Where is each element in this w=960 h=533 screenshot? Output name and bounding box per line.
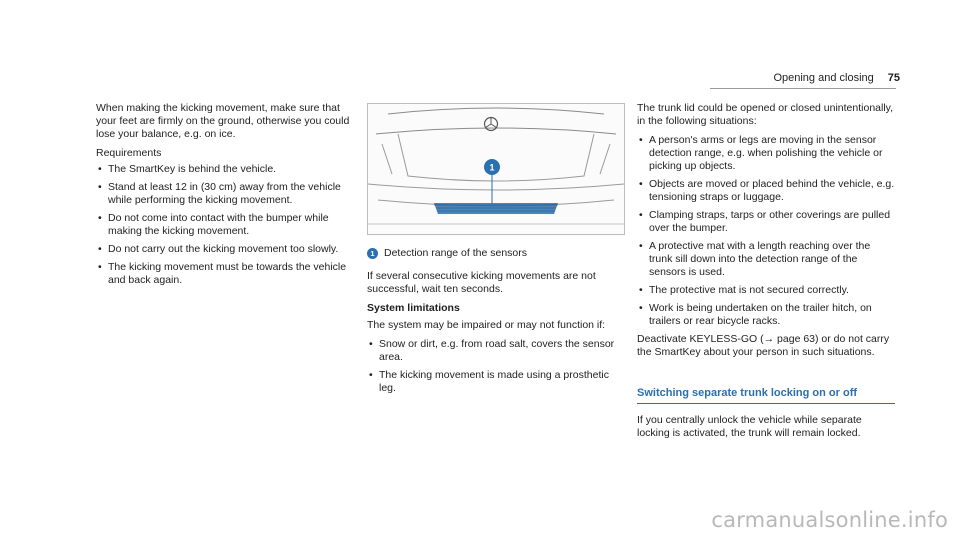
limitations-list	[367, 338, 625, 395]
list-item: • The SmartKey is behind the vehicle.	[96, 163, 354, 176]
column-left	[96, 102, 354, 292]
list-item: • Stand at least 12 in (30 cm) away from the vehicle while performing the kicking movement.	[96, 181, 354, 207]
column-middle	[367, 103, 625, 400]
list-item: • The protective mat is not secured correctly.	[637, 284, 895, 297]
page-header	[773, 72, 900, 85]
requirements-title: Requirements	[96, 147, 162, 159]
section-title: Opening and closing	[773, 72, 874, 84]
unintended-operation-intro: The trunk lid could be opened or closed unintentionally, in the following situations:	[637, 102, 894, 127]
section-heading: Switching separate trunk locking on or off	[637, 387, 895, 404]
list-item: • A protective mat with a length reaching over the trunk sill down into the detection range of the sensors is used.	[637, 240, 895, 279]
list-item: • Work is being undertaken on the trailer hitch, on trailers or rear bicycle racks.	[637, 302, 895, 328]
list-item: • The kicking movement is made using a prosthetic leg.	[367, 369, 625, 395]
list-item: • Do not carry out the kicking movement too slowly.	[96, 243, 354, 256]
figure-sensor-range	[367, 103, 625, 235]
list-item: • Objects are moved or placed behind the vehicle, e.g. tensioning straps or luggage.	[637, 178, 895, 204]
page-number: 75	[887, 72, 900, 84]
callout-number: 1	[489, 162, 495, 173]
system-limitations-title: System limitations	[367, 302, 460, 314]
callout-badge: 1	[367, 248, 378, 259]
list-item: • A person's arms or legs are moving in the sensor detection range, e.g. when polishing the vehicle or picking up objects.	[637, 134, 895, 173]
car-rear-illustration	[368, 104, 624, 234]
list-item: • Clamping straps, tarps or other coverings are pulled over the bumper.	[637, 209, 895, 235]
list-item: • Snow or dirt, e.g. from road salt, covers the sensor area.	[367, 338, 625, 364]
deactivate-paragraph: Deactivate KEYLESS-GO (→ page 63) or do not carry the SmartKey about your person in such situations.	[637, 333, 890, 358]
figure-caption	[367, 247, 625, 260]
situations-list	[637, 134, 895, 328]
watermark: carmanualsonline.info	[711, 508, 948, 532]
list-item: • Do not come into contact with the bumper while making the kicking movement.	[96, 212, 354, 238]
column-right	[637, 102, 895, 446]
requirements-list	[96, 163, 354, 287]
system-limitations-paragraph: The system may be impaired or may not function if:	[367, 319, 606, 331]
caption-text: Detection range of the sensors	[384, 247, 528, 259]
section-body: If you centrally unlock the vehicle while separate locking is activated, the trunk will remain locked.	[637, 414, 862, 439]
header-rule	[710, 88, 896, 89]
list-item: • The kicking movement must be towards the vehicle and back again.	[96, 261, 354, 287]
sensor-detection-range	[434, 203, 558, 214]
intro-paragraph: When making the kicking movement, make sure that your feet are firmly on the ground, otherwise you could lose your balance, e.g. on ice.	[96, 102, 350, 140]
retry-paragraph: If several consecutive kicking movements are not successful, wait ten seconds.	[367, 270, 596, 295]
